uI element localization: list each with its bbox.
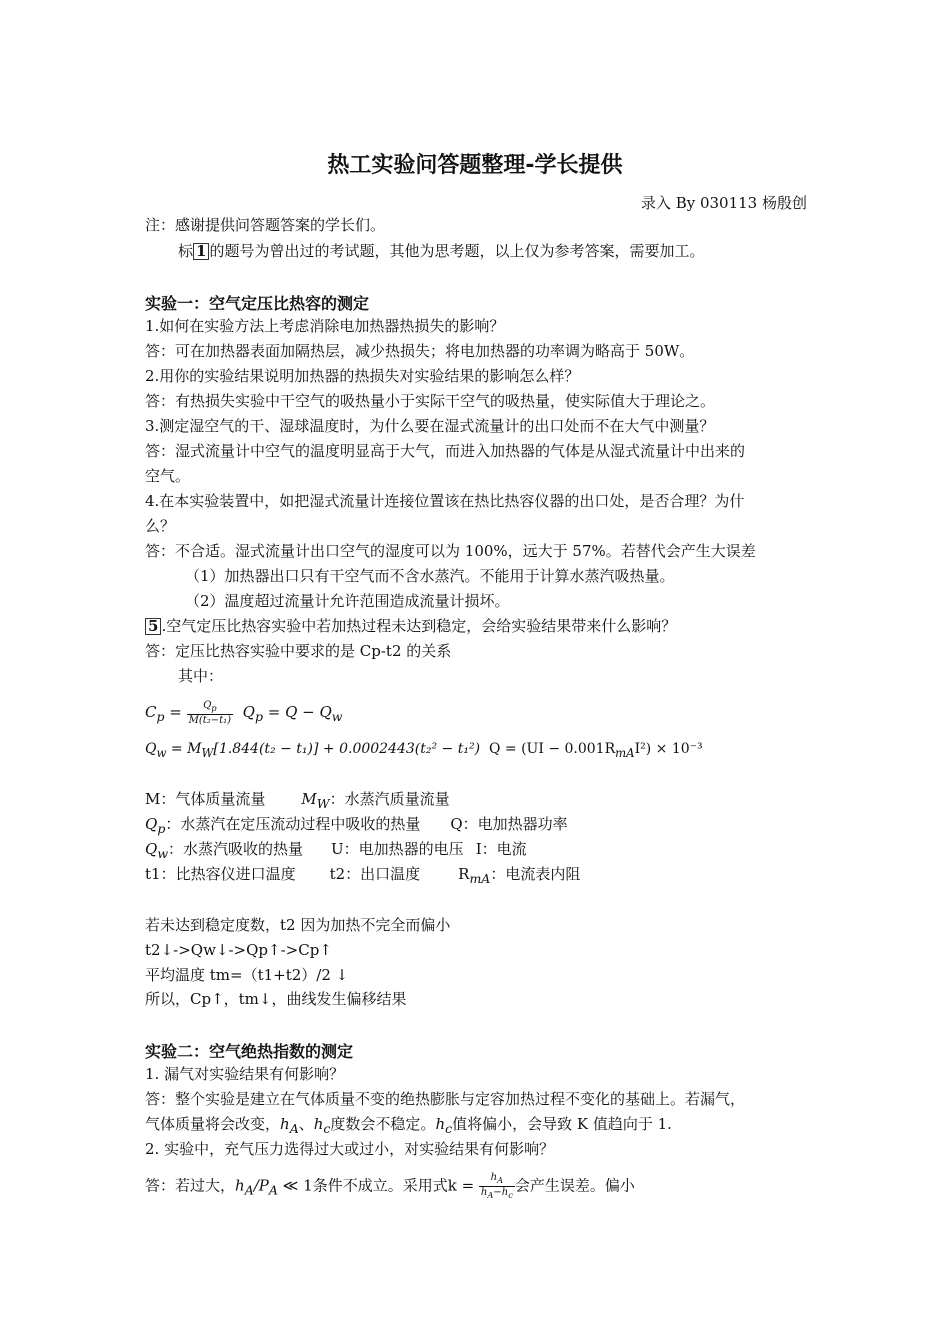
exp1-answer-5: 答：定压比热容实验中要求的是 Cp-t2 的关系 [145, 642, 452, 660]
exp2-question-2: 2. 实验中，充气压力选得过大或过小，对实验结果有何影响？ [145, 1140, 555, 1158]
note-prefix: 标 [178, 242, 194, 260]
exp1-question-2: 2.用你的实验结果说明加热器的热损失对实验结果的影响怎么样？ [145, 367, 580, 385]
where-label: 其中： [178, 667, 224, 685]
legend-line-3: $Q_w$：水蒸汽吸收的热量 U：电加热器的电压 I：电流 [145, 840, 527, 861]
conclusion-line-4: 所以，Cp↑，tm↓，曲线发生偏移结果 [145, 990, 407, 1008]
exp1-answer-3-line1: 答：湿式流量计中空气的温度明显高于大气，而进入加热器的气体是从湿式流量计中出来的 [145, 442, 746, 460]
formula-qw: $Q_w = M_W[1.844(t_2 - t_1)] + 0.0002443(t_2^2 - t_1^2) Q = (UI - 0.001R_{mA}I^2) \times 10^{-3}$ [145, 741, 703, 760]
note-suffix: 的题号为曾出过的考试题，其他为思考题，以上仅为参考答案，需要加工。 [209, 242, 705, 260]
exp1-question-5 [145, 617, 676, 635]
note-line-1: 注：感谢提供问答题答案的学长们。 [145, 216, 386, 234]
author-line: 录入 By 030113 杨殷创 [640, 194, 807, 212]
exp1-answer-4-point1: （1）加热器出口只有干空气而不含水蒸汽。不能用于计算水蒸汽吸热量。 [185, 567, 675, 585]
exp1-answer-3-line2: 空气。 [145, 467, 191, 485]
conclusion-line-3: 平均温度 tm=（t1+t2）/2 ↓ [145, 966, 349, 984]
exp1-question-4-line1: 4.在本实验装置中，如把湿式流量计连接位置该在热比热容仪器的出口处，是否合理？为什 [145, 492, 745, 510]
conclusion-line-1: 若未达到稳定度数，t2 因为加热不完全而偏小 [145, 916, 451, 934]
legend-line-2: $Q_p$：水蒸汽在定压流动过程中吸收的热量 Q：电加热器功率 [145, 815, 568, 836]
exp1-answer-4-point2: （2）温度超过流量计允许范围造成流量计损坏。 [185, 592, 510, 610]
exp2-answer-1-line2: 气体质量将会改变，$h_A$、$h_c$度数会不稳定。$h_c$值将偏小，会导致 K 值趋向于 1. [145, 1115, 672, 1136]
exam-mark-box: 5 [145, 618, 161, 635]
formula-cp: $C_p$ = $\frac{Q_p}{\text{M(t₂−t₁)}}$ $Q_p = Q - Q_w$ [145, 700, 343, 726]
exp1-question-1: 1.如何在实验方法上考虑消除电加热器热损失的影响？ [145, 317, 505, 335]
exp1-answer-1: 答：可在加热器表面加隔热层，减少热损失；将电加热器的功率调为略高于 50W。 [145, 342, 695, 360]
fraction: $\frac{Q_p}{\text{M(t₂−t₁)}}$ [188, 700, 232, 726]
exp1-question-3: 3.测定湿空气的干、湿球温度时，为什么要在湿式流量计的出口处而不在大气中测量？ [145, 417, 715, 435]
fraction: $\frac{h_A}{h_A-h_c}$ [480, 1172, 513, 1200]
exp2-question-1: 1. 漏气对实验结果有何影响？ [145, 1065, 345, 1083]
document-title: 热工实验问答题整理-学长提供 [327, 153, 623, 178]
legend-line-4: t1：比热容仪进口温度 t2：出口温度 $R_{mA}$：电流表内阻 [145, 865, 581, 886]
exp2-answer-1-line1: 答：整个实验是建立在气体质量不变的绝热膨胀与定容加热过程不变化的基础上。若漏气， [145, 1090, 746, 1108]
legend-line-1: M：气体质量流量 $M_W$：水蒸汽质量流量 [145, 790, 450, 811]
section-heading-exp1: 实验一：空气定压比热容的测定 [145, 294, 370, 313]
exam-mark-box: 1 [193, 243, 209, 260]
note-line-2 [178, 242, 704, 260]
section-heading-exp2: 实验二：空气绝热指数的测定 [145, 1042, 354, 1061]
exp2-answer-2: 答：若过大，$h_A/P_A$ ≪ 1条件不成立。采用式k = $\frac{h_A}{h_A-h_c}$ 会产生误差。偏小 [145, 1172, 635, 1200]
exp1-answer-2: 答：有热损失实验中干空气的吸热量小于实际干空气的吸热量，使实际值大于理论之。 [145, 392, 716, 410]
exp1-question-5-text: .空气定压比热容实验中若加热过程未达到稳定，会给实验结果带来什么影响？ [161, 617, 677, 635]
exp1-answer-4: 答：不合适。湿式流量计出口空气的湿度可以为 100%，远大于 57%。若替代会产生大误差 [145, 542, 756, 560]
conclusion-line-2: t2↓->Qw↓->Qp↑->Cp↑ [145, 941, 332, 959]
exp1-question-4-line2: 么？ [145, 517, 176, 535]
